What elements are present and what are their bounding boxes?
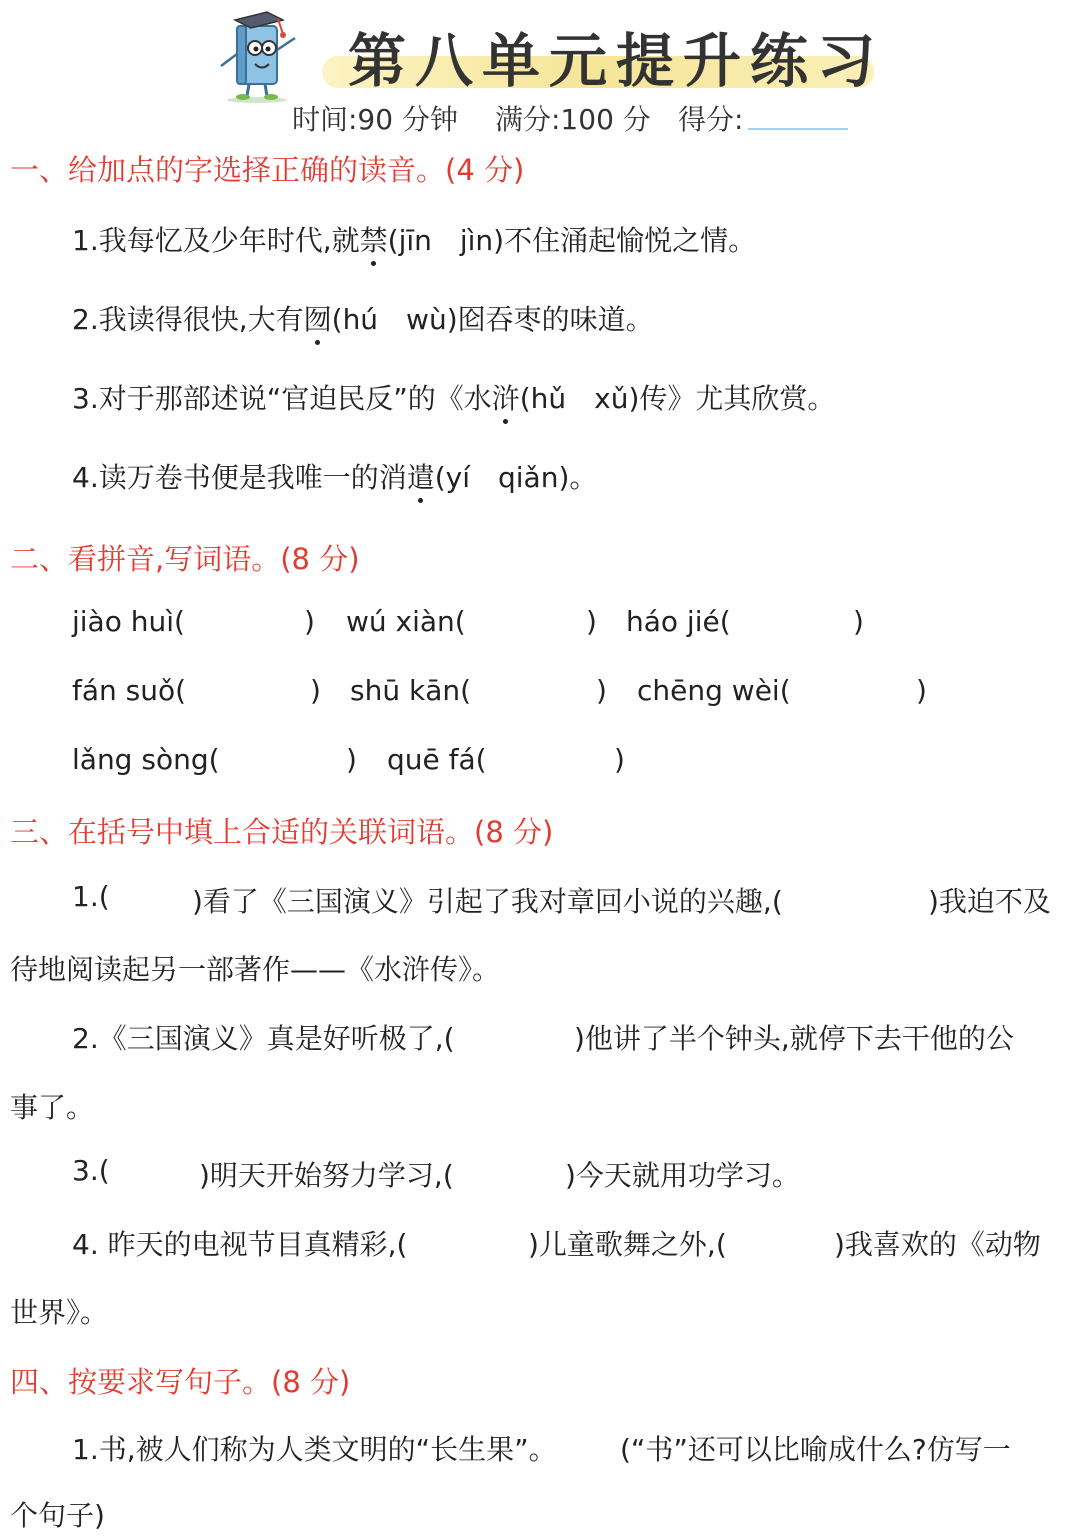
dotted-character: 浒 (492, 377, 520, 417)
question-text: )今天就用功学习。 (565, 1159, 800, 1192)
question-text: (“书”还可以比喻成什么?仿写一 (620, 1433, 1011, 1466)
answer-paren: ) (304, 605, 315, 638)
pinyin-item: fán suǒ( (72, 674, 187, 707)
question-text: 2.《三国演义》真是好听极了,( (72, 1022, 455, 1055)
question-text: )看了《三国演义》引起了我对章回小说的兴趣,( (192, 885, 783, 918)
dotted-character: 禁 (360, 219, 388, 259)
question-text: )他讲了半个钟头,就停下去干他的公 (574, 1022, 1014, 1055)
question-text: 1.书,被人们称为人类文明的“长生果”。 (72, 1433, 557, 1466)
question-1-4 (72, 456, 597, 496)
question-text: 4.读万卷书便是我唯一的消 (72, 461, 407, 494)
section-4-heading: 四、按要求写句子。(8 分) (10, 1365, 351, 1399)
dotted-character: 遣 (407, 456, 435, 496)
question-1-3 (72, 377, 835, 417)
question-text: 3.( (72, 1154, 110, 1187)
answer-paren: ) (916, 674, 927, 707)
question-text: 2.我读得很快,大有 (72, 303, 304, 336)
question-text: 待地阅读起另一部著作——《水浒传》。 (10, 953, 501, 986)
question-text: (hú wù)囵吞枣的味道。 (331, 303, 654, 336)
score-label: 得分: (678, 103, 744, 136)
question-text: )我迫不及 (928, 885, 1051, 918)
question-text: )明天开始努力学习,( (199, 1159, 454, 1192)
score-blank (748, 128, 848, 130)
answer-paren: ) (310, 674, 321, 707)
full-score: 满分:100 分 (495, 103, 651, 136)
question-text: (jīn jìn)不住涌起愉悦之情。 (387, 224, 757, 257)
answer-paren: ) (596, 674, 607, 707)
pinyin-item: háo jié( (626, 605, 731, 638)
question-text: )儿童歌舞之外,( (528, 1228, 727, 1261)
question-text: 1.( (72, 880, 110, 913)
dotted-character: 囫 (304, 298, 332, 338)
answer-paren: ) (614, 743, 625, 776)
question-1-2 (72, 298, 654, 338)
pinyin-item: wú xiàn( (346, 605, 466, 638)
question-text: 世界》。 (10, 1296, 109, 1329)
question-text: 事了。 (10, 1091, 95, 1124)
pinyin-item: lǎng sòng( (72, 743, 220, 776)
pinyin-item: chēng wèi( (637, 674, 791, 707)
question-text: 4. 昨天的电视节目真精彩,( (72, 1228, 408, 1261)
question-text: 个句子) (10, 1499, 105, 1532)
book-mascot-icon (205, 4, 305, 104)
answer-paren: ) (346, 743, 357, 776)
time-limit: 时间:90 分钟 (292, 103, 458, 136)
question-text: )我喜欢的《动物 (834, 1228, 1041, 1261)
section-1-heading: 一、给加点的字选择正确的读音。(4 分) (10, 153, 525, 187)
question-text: 3.对于那部述说“官迫民反”的《水 (72, 382, 492, 415)
pinyin-item: shū kān( (350, 674, 472, 707)
page-title: 第八单元提升练习 (348, 27, 885, 95)
pinyin-item: jiào huì( (72, 605, 185, 638)
question-text: (hǔ xǔ)传》尤其欣赏。 (519, 382, 836, 415)
section-2-heading: 二、看拼音,写词语。(8 分) (10, 542, 360, 576)
question-1-1 (72, 219, 756, 259)
pinyin-item: quē fá( (387, 743, 487, 776)
answer-paren: ) (586, 605, 597, 638)
question-text: 1.我每忆及少年时代,就 (72, 224, 360, 257)
question-text: (yí qiǎn)。 (434, 461, 598, 494)
section-3-heading: 三、在括号中填上合适的关联词语。(8 分) (10, 815, 554, 849)
answer-paren: ) (853, 605, 864, 638)
